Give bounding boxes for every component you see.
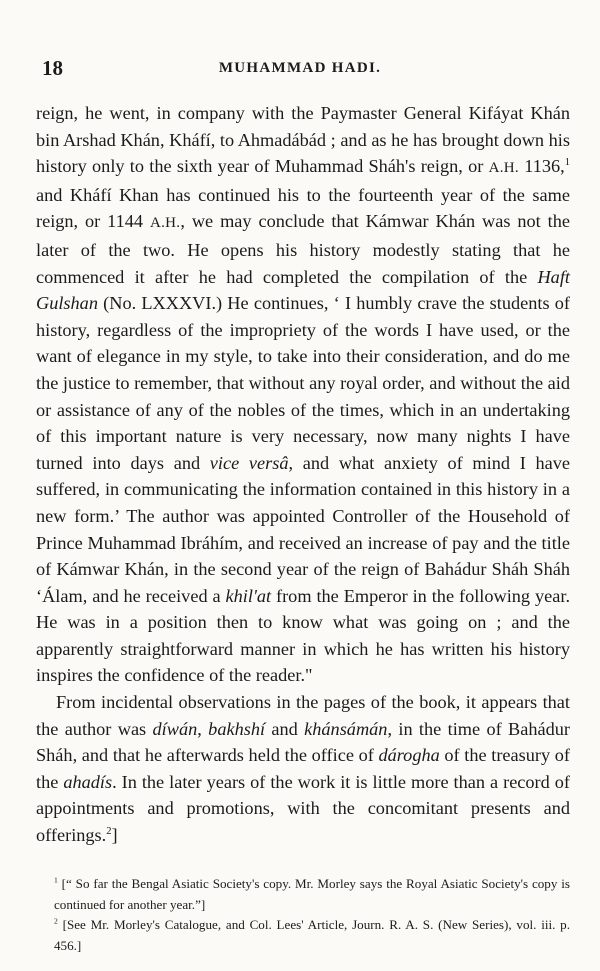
- footnote-ref-1: 1: [564, 157, 570, 169]
- footnote-2: [36, 915, 570, 956]
- italic-term: díwán: [152, 718, 198, 739]
- text-run: ]: [111, 825, 118, 846]
- italic-term: khánsámán: [304, 718, 388, 739]
- footnote-text: [“ So far the Bengal Asiatic Society's copy. Mr. Morley says the Royal Asiatic Society's copy is continued for another year.”]: [54, 876, 570, 912]
- text-run: reign, he went, in company with the Paymaster General Kifáyat Khán bin Arshad Khán, Kháfí, to Ahmadábád ; and as he has brought down his history only to the sixth year of Muhammad Sháh's reign, or: [36, 103, 570, 177]
- era-abbreviation: A.H.: [149, 215, 181, 232]
- text-run: , in the time of Bahádur Sháh, and that he afterwards held the office of: [36, 718, 570, 766]
- italic-term: dárogha: [378, 745, 440, 766]
- paragraph-1: [36, 100, 570, 689]
- paragraph-2: [36, 689, 570, 849]
- text-run: (No. LXXXVI.) He continues, ‘ I humbly crave the students of history, regardless of the impropriety of the words I have used, or the want of elegance in my style, to take into their consideration, and do me the justice to remember, that without any royal order, and without the aid or assistance of any of the nobles of the times, which in an undertaking of this important nature is very necessary, now many nights I have turned into days and: [36, 293, 570, 473]
- era-abbreviation: A.H.: [488, 160, 519, 177]
- text-run: 1136,: [518, 156, 565, 177]
- text-run: from the Emperor in the following year. He was in a position then to know what was going on ; and the apparently straightforward manner in which he has written his history inspires the confidence of the reader.": [36, 585, 571, 686]
- footnote-1: [36, 874, 570, 915]
- italic-term: bakhshí: [208, 718, 266, 739]
- footnote-ref-2: 2: [106, 825, 112, 837]
- footnote-marker: 2: [54, 916, 58, 926]
- page-number: 18: [42, 56, 63, 80]
- italic-term: Haft Gulshan: [36, 266, 570, 314]
- text-run: , and what anxiety of mind I have suffered, in communicating the information contained in this history in a new form.’ The author was appointed Controller of the Household of Prince Muhammad Ibráhím, and received an increase of pay and the title of Kámwar Khán, in the second year of the reign of Bahádur Sháh Sháh ‘Álam, and he received a: [36, 452, 570, 606]
- footnote-text: [See Mr. Morley's Catalogue, and Col. Lees' Article, Journ. R. A. S. (New Series), vol. iii. p. 456.]: [54, 917, 570, 953]
- footnotes: [36, 874, 570, 956]
- text-run: and: [265, 718, 305, 739]
- italic-term: vice versâ: [209, 452, 289, 473]
- text-run: , we may conclude that Kámwar Khán was not the later of the two. He opens his history modestly stating that he commenced it after he had completed the compilation of the: [36, 211, 570, 287]
- italic-term: khil'at: [225, 585, 272, 606]
- text-run: of the treasury of the: [36, 745, 570, 792]
- text-run: . In the later years of the work it is little more than a record of appointments and promotions, with the concomitant presents and offerings.: [36, 771, 570, 846]
- text-run: From incidental observations in the pages of the book, it appears that the author was: [36, 692, 570, 739]
- text-run: and Kháfí Khan has continued his to the fourteenth year of the same reign, or 1144: [36, 184, 570, 232]
- running-head: MUHAMMAD HADI.: [218, 60, 382, 76]
- text-run: ,: [197, 718, 209, 739]
- footnote-marker: 1: [54, 875, 58, 885]
- italic-term: ahadís: [63, 771, 113, 792]
- main-text: [36, 100, 570, 849]
